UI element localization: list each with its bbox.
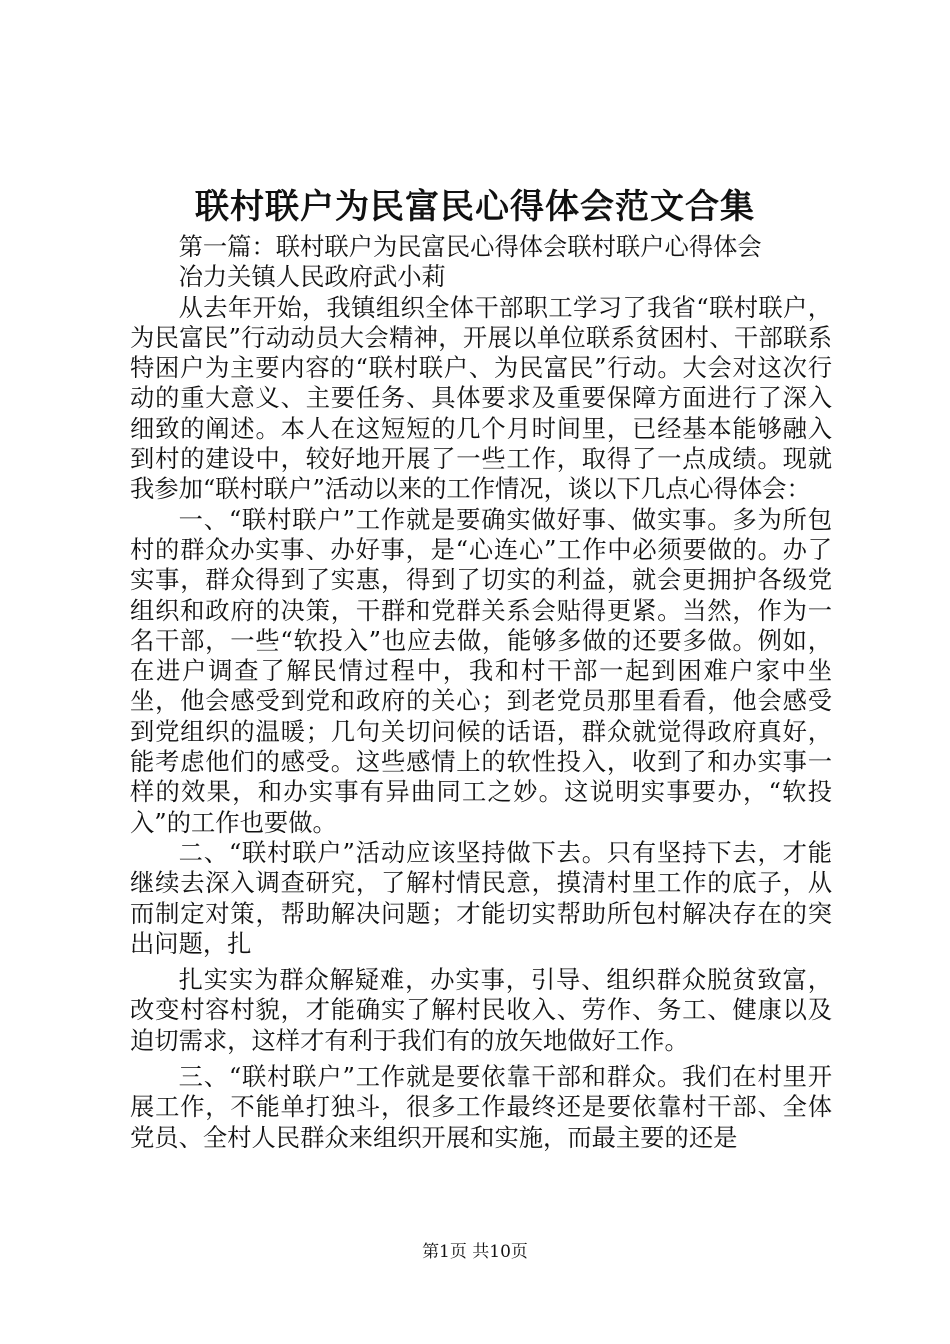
document-body <box>130 232 832 1153</box>
page-number-footer: 第1页 共10页 <box>422 1242 528 1262</box>
paragraph-point-2-continued: 扎实实为群众解疑难，办实事，引导、组织群众脱贫致富，改变村容村貌，才能确实了解村民收入、劳作、务工、健康以及迫切需求，这样才有利于我们有的放矢地做好工作。 <box>130 965 832 1055</box>
paragraph-point-2: 二、“联村联户”活动应该坚持做下去。只有坚持下去，才能继续去深入调查研究，了解村情民意，摸清村里工作的底子，从而制定对策，帮助解决问题；才能切实帮助所包村解决存在的突出问题，扎 <box>130 837 832 958</box>
paragraph-point-1: 一、“联村联户”工作就是要确实做好事、做实事。多为所包村的群众办实事、办好事，是“心连心”工作中必须要做的。办了实事，群众得到了实惠，得到了切实的利益，就会更拥护各级党组织和政府的决策，干群和党群关系会贴得更紧。当然，作为一名干部，一些“软投入”也应去做，能够多做的还要多做。例如，在进户调查了解民情过程中，我和村干部一起到困难户家中坐坐，他会感受到党和政府的关心；到老党员那里看看，他会感受到党组织的温暖；几句关切问候的话语，群众就觉得政府真好，能考虑他们的感受。这些感情上的软性投入，收到了和办实事一样的效果，和办实事有异曲同工之妙。这说明实事要办，“软投入”的工作也要做。 <box>130 504 832 837</box>
section-heading: 第一篇：联村联户为民富民心得体会联村联户心得体会 <box>178 232 762 261</box>
author-line: 冶力关镇人民政府武小莉 <box>178 262 446 292</box>
paragraph-intro: 从去年开始，我镇组织全体干部职工学习了我省“联村联户，为民富民”行动动员大会精神，开展以单位联系贫困村、干部联系特困户为主要内容的“联村联户、为民富民”行动。大会对这次行动的重大意义、主要任务、具体要求及重要保障方面进行了深入细致的阐述。本人在这短短的几个月时间里，已经基本能够融入到村的建设中，较好地开展了一些工作，取得了一点成绩。现就我参加“联村联户”活动以来的工作情况，谈以下几点心得体会： <box>130 292 832 504</box>
paragraph-point-3: 三、“联村联户”工作就是要依靠干部和群众。我们在村里开展工作，不能单打独斗，很多工作最终还是要依靠村干部、全体党员、全村人民群众来组织开展和实施，而最主要的还是 <box>130 1062 832 1152</box>
document-title: 联村联户为民富民心得体会范文合集 <box>195 187 755 227</box>
